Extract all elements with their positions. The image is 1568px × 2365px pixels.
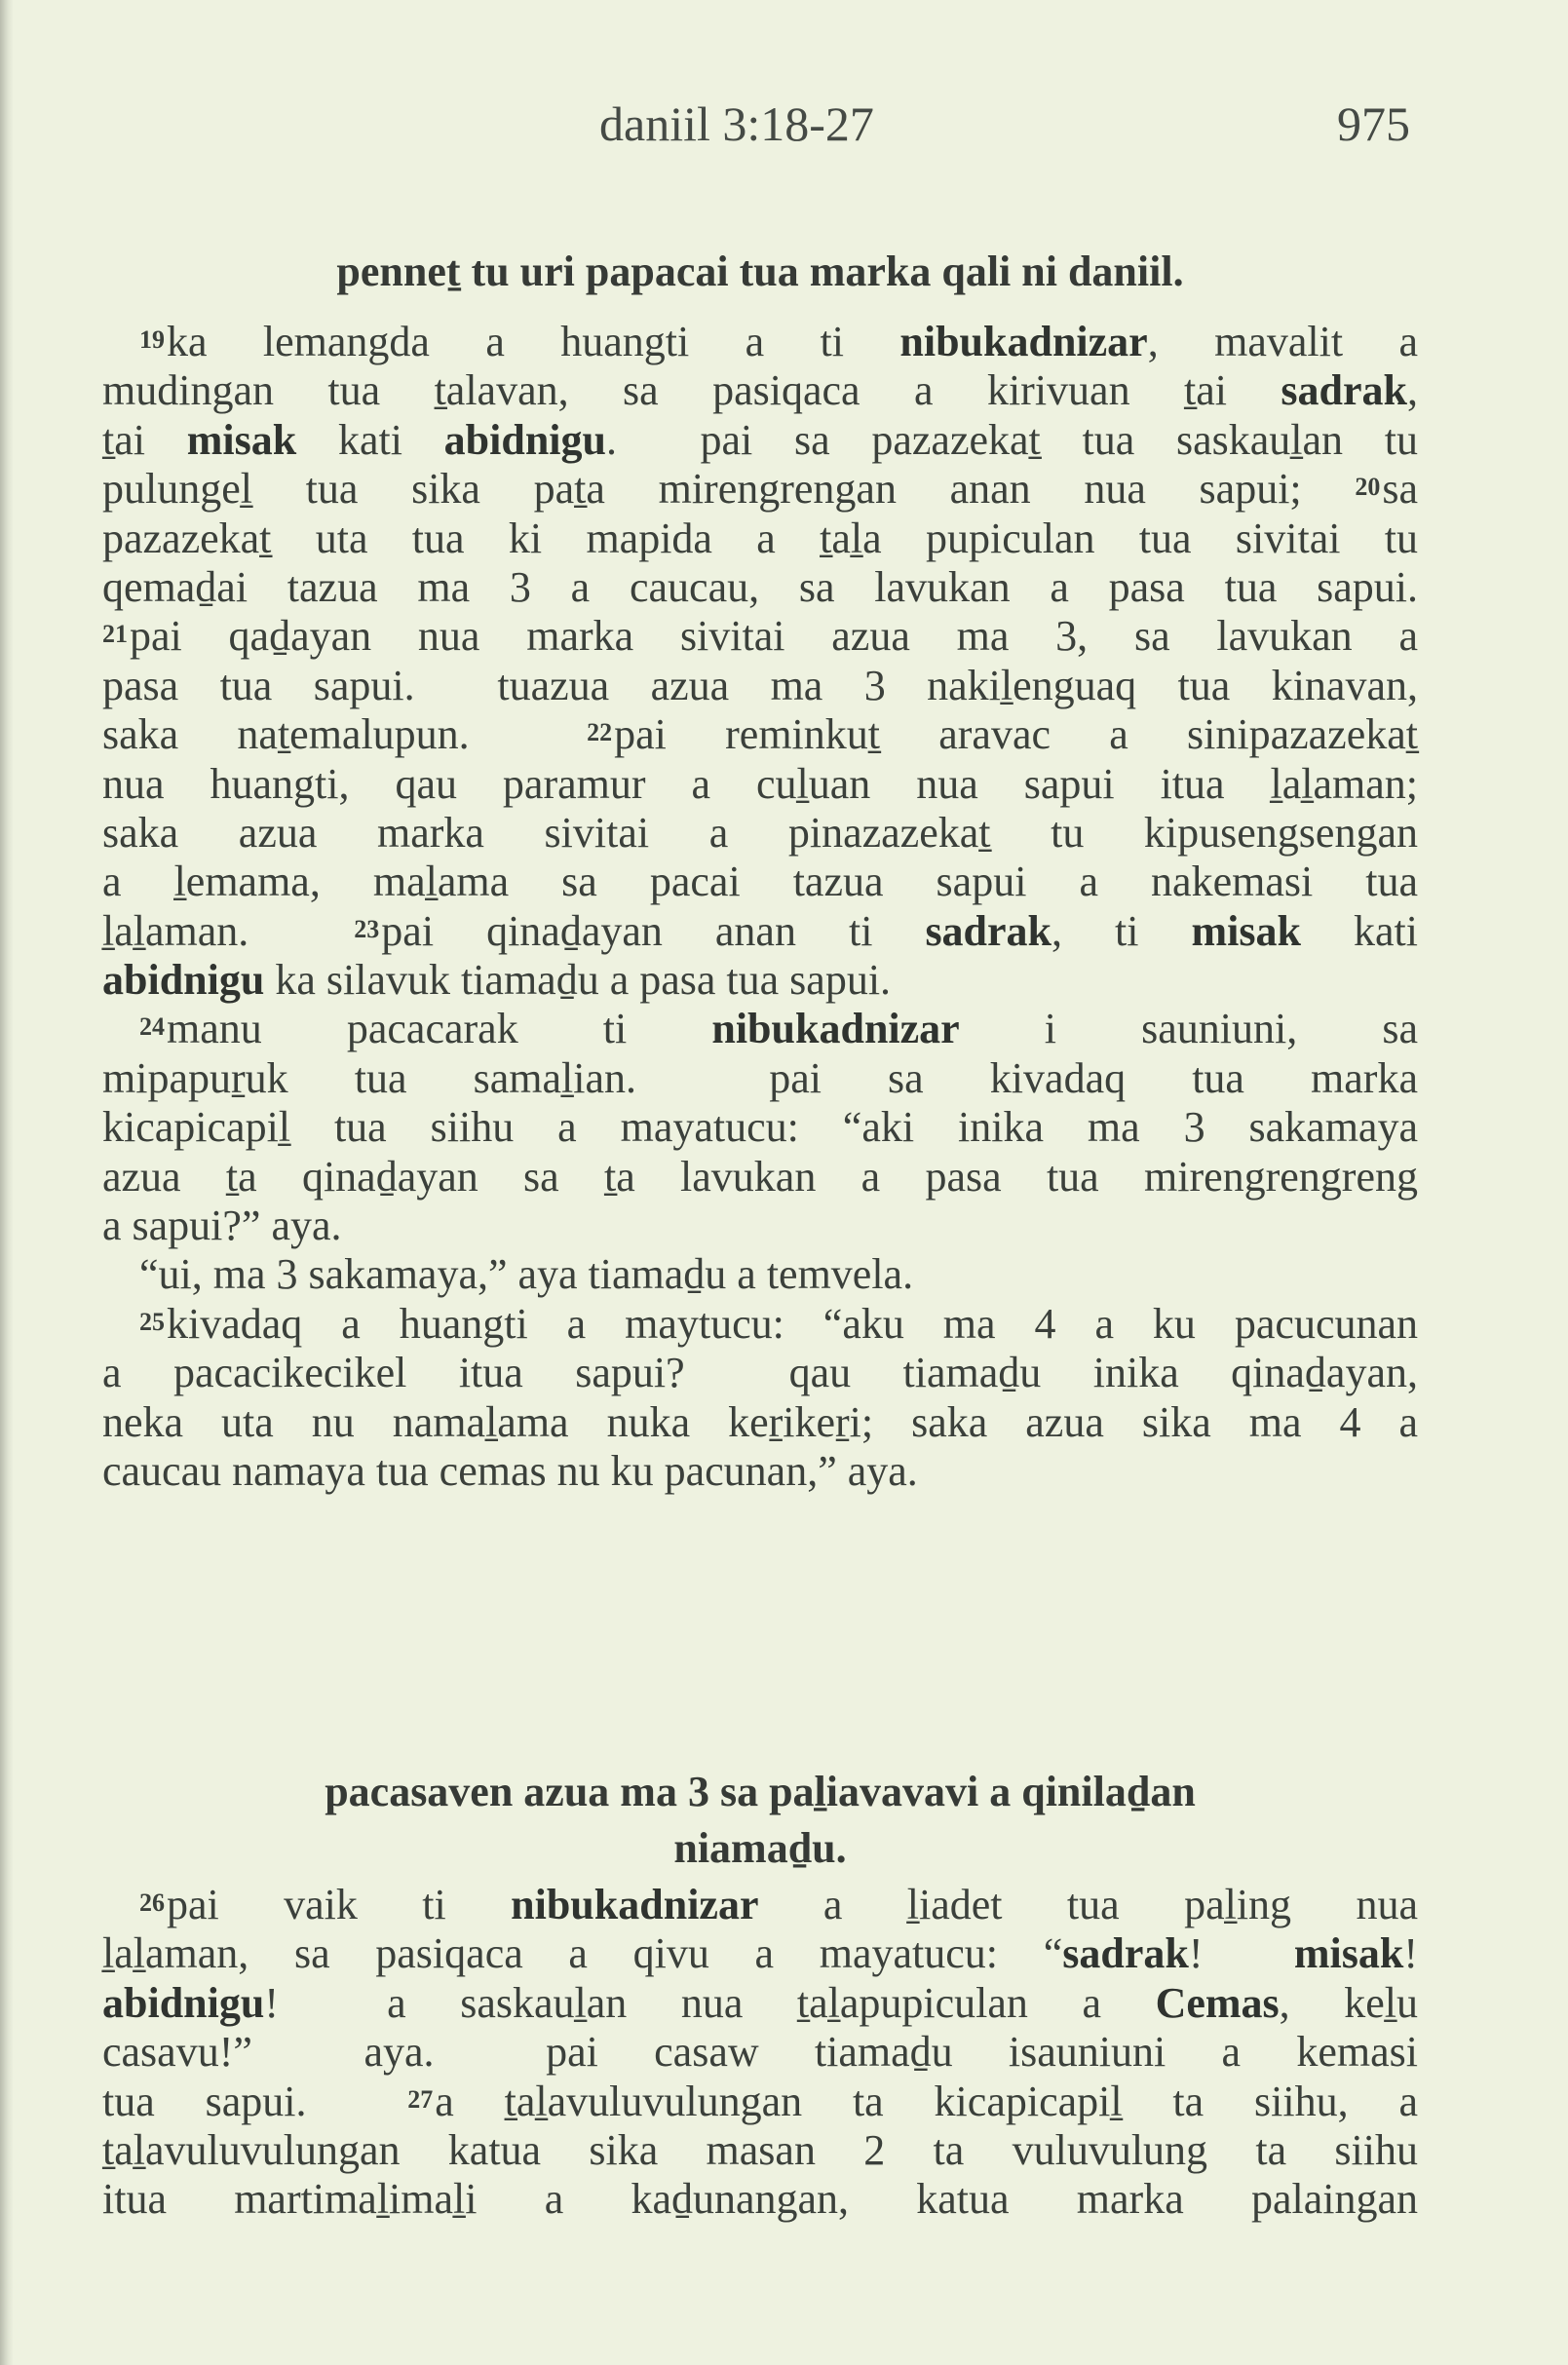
verse-number: 26 bbox=[139, 1888, 165, 1917]
text-line bbox=[102, 858, 1418, 906]
text-line bbox=[102, 1979, 1418, 2028]
section-heading-2 bbox=[102, 1764, 1418, 1877]
text-run: pai vaik ti bbox=[167, 1881, 512, 1928]
text-run: . pai sa pazazekaṯ tua saskauḻan tu bbox=[606, 415, 1418, 464]
bold-name: misak bbox=[186, 415, 297, 464]
text-line bbox=[102, 1005, 1418, 1053]
text-line bbox=[102, 416, 1418, 465]
text-run: saka naṯemalupun. bbox=[102, 710, 588, 759]
text-run: pai qinaḏayan anan ti bbox=[381, 906, 926, 955]
bold-name: Cemas bbox=[1155, 1978, 1280, 2027]
text-run: ḻaḻaman. bbox=[102, 906, 355, 955]
section-1-text bbox=[102, 318, 1418, 1496]
text-line bbox=[102, 1103, 1418, 1152]
text-line bbox=[102, 956, 1418, 1005]
section-heading-1: penneṯ tu uri papacai tua marka qali ni daniil. bbox=[336, 248, 1184, 295]
text-line bbox=[102, 1447, 1418, 1496]
text-run: a ḻemama, maḻama sa pacai tazua sapui a nakemasi tua bbox=[102, 858, 1418, 906]
bold-name: sadrak bbox=[1281, 366, 1407, 415]
text-run: saka azua marka sivitai a pinazazekaṯ tu kipusengsengan bbox=[102, 808, 1418, 857]
text-line bbox=[102, 1349, 1418, 1397]
bold-name: abidnigu bbox=[102, 1978, 265, 2027]
text-line bbox=[102, 1054, 1418, 1103]
section-heading-2-line: pacasaven azua ma 3 sa paḻiavavavi a qinilaḏan bbox=[325, 1768, 1196, 1815]
text-run: caucau namaya tua cemas nu ku pacunan,” aya. bbox=[102, 1446, 918, 1495]
bold-name: abidnigu bbox=[102, 956, 265, 1005]
text-run: qemaḏai tazua ma 3 a caucau, sa lavukan a pasa tua sapui. bbox=[102, 562, 1418, 611]
text-line bbox=[102, 1153, 1418, 1202]
text-run: ! bbox=[1403, 1929, 1419, 1978]
text-line bbox=[102, 465, 1418, 514]
verse-number: 19 bbox=[139, 325, 165, 354]
text-line bbox=[102, 809, 1418, 858]
text-run: kati bbox=[1301, 906, 1418, 955]
text-line bbox=[102, 563, 1418, 612]
text-run: kati bbox=[296, 415, 444, 464]
bold-name: misak bbox=[1191, 906, 1301, 955]
verse-number: 23 bbox=[354, 914, 380, 943]
text-line bbox=[102, 2175, 1418, 2224]
text-run: pazazekaṯ uta tua ki mapida a ṯaḻa pupiculan tua sivitai tu bbox=[102, 514, 1418, 562]
verse-number: 24 bbox=[139, 1012, 165, 1042]
bold-name: misak bbox=[1293, 1929, 1404, 1978]
verse-number: 20 bbox=[1355, 473, 1381, 502]
section-heading-2-line: niamaḏu. bbox=[673, 1824, 847, 1872]
text-line bbox=[102, 1929, 1418, 1978]
bold-name: nibukadnizar bbox=[899, 318, 1148, 365]
text-line bbox=[102, 760, 1418, 809]
text-run: ! a saskauḻan nua ṯaḻapupiculan a bbox=[264, 1978, 1156, 2027]
text-line bbox=[102, 1300, 1418, 1349]
text-line bbox=[102, 907, 1418, 956]
text-run: ṯaḻavuluvulungan katua sika masan 2 ta vuluvulung ta siihu bbox=[102, 2125, 1418, 2174]
text-line bbox=[102, 612, 1418, 661]
text-run: pai qaḏayan nua marka sivitai azua ma 3, sa lavukan a bbox=[130, 612, 1418, 661]
text-run: a pacacikecikel itua sapui? qau tiamaḏu inika qinaḏayan, bbox=[102, 1349, 1418, 1397]
text-line bbox=[102, 710, 1418, 759]
text-run: i sauniuni, sa bbox=[959, 1005, 1419, 1053]
text-run: pulungeḻ tua sika paṯa mirengrengan anan nua sapui; bbox=[102, 465, 1356, 514]
text-run: casavu!” aya. pai casaw tiamaḏu isauniuni a kemasi bbox=[102, 2028, 1418, 2077]
text-run: a sapui?” aya. bbox=[102, 1202, 342, 1250]
text-run: manu pacacarak ti bbox=[167, 1005, 712, 1053]
text-run: , mavalit a bbox=[1147, 318, 1418, 365]
text-line bbox=[102, 1202, 1418, 1250]
text-run: nua huangti, qau paramur a cuḻuan nua sapui itua ḻaḻaman; bbox=[102, 759, 1418, 808]
text-line bbox=[102, 2126, 1418, 2175]
text-line bbox=[102, 2078, 1418, 2126]
text-run: sa bbox=[1382, 465, 1418, 514]
text-run: mudingan tua ṯalavan, sa pasiqaca a kirivuan ṯai bbox=[102, 366, 1281, 415]
bold-name: nibukadnizar bbox=[711, 1005, 960, 1053]
text-run: pasa tua sapui. tuazua azua ma 3 nakiḻenguaq tua kinavan, bbox=[102, 661, 1418, 709]
text-line bbox=[102, 1881, 1418, 1929]
bold-name: sadrak bbox=[925, 906, 1052, 955]
running-title: daniil 3:18-27 bbox=[599, 96, 874, 151]
text-run: neka uta nu namaḻama nuka keṟikeṟi; saka azua sika ma 4 a bbox=[102, 1397, 1418, 1446]
section-2-text bbox=[102, 1881, 1418, 2225]
text-line bbox=[102, 1398, 1418, 1447]
text-run: , ti bbox=[1052, 906, 1192, 955]
verse-number: 25 bbox=[139, 1307, 165, 1336]
text-run: , keḻu bbox=[1279, 1978, 1418, 2027]
text-run: , bbox=[1407, 366, 1418, 415]
text-run: mipapuṟuk tua samaḻian. pai sa kivadaq tua marka bbox=[102, 1053, 1418, 1102]
verse-number: 27 bbox=[407, 2084, 434, 2114]
page-edge-shadow bbox=[0, 0, 14, 2365]
text-line bbox=[102, 1250, 1418, 1299]
text-run: ṯai bbox=[102, 415, 187, 464]
text-line bbox=[102, 662, 1418, 710]
text-run: ka silavuk tiamaḏu a pasa tua sapui. bbox=[264, 956, 892, 1005]
text-run: a ḻiadet tua paḻing nua bbox=[758, 1881, 1418, 1928]
text-run: kivadaq a huangti a maytucu: “aku ma 4 a ku pacucunan bbox=[167, 1299, 1418, 1348]
text-line bbox=[102, 515, 1418, 563]
text-run: azua ṯa qinaḏayan sa ṯa lavukan a pasa tua mirengrengreng bbox=[102, 1152, 1418, 1201]
bold-name: nibukadnizar bbox=[511, 1881, 759, 1928]
text-run: itua martimaḻimaḻi a kaḏunangan, katua marka palaingan bbox=[102, 2175, 1418, 2224]
page-number: 975 bbox=[1337, 96, 1410, 151]
bold-name: sadrak bbox=[1062, 1929, 1189, 1978]
text-run: a ṯaḻavuluvulungan ta kicapicapiḻ ta siihu, a bbox=[435, 2077, 1419, 2125]
text-line bbox=[102, 2028, 1418, 2077]
text-run: kicapicapiḻ tua siihu a mayatucu: “aki inika ma 3 sakamaya bbox=[102, 1103, 1418, 1152]
text-run: ka lemangda a huangti a ti bbox=[167, 318, 900, 365]
bold-name: abidnigu bbox=[443, 415, 606, 464]
text-run: “ui, ma 3 sakamaya,” aya tiamaḏu a temvela. bbox=[139, 1250, 914, 1299]
text-run: ḻaḻaman, sa pasiqaca a qivu a mayatucu: “ bbox=[102, 1929, 1063, 1978]
text-run: ! bbox=[1188, 1929, 1294, 1978]
text-line bbox=[102, 366, 1418, 415]
verse-number: 22 bbox=[587, 718, 613, 747]
text-run: tua sapui. bbox=[102, 2077, 408, 2125]
text-line bbox=[102, 318, 1418, 366]
text-run: pai reminkuṯ aravac a sinipazazekaṯ bbox=[614, 710, 1418, 759]
verse-number: 21 bbox=[102, 620, 128, 649]
